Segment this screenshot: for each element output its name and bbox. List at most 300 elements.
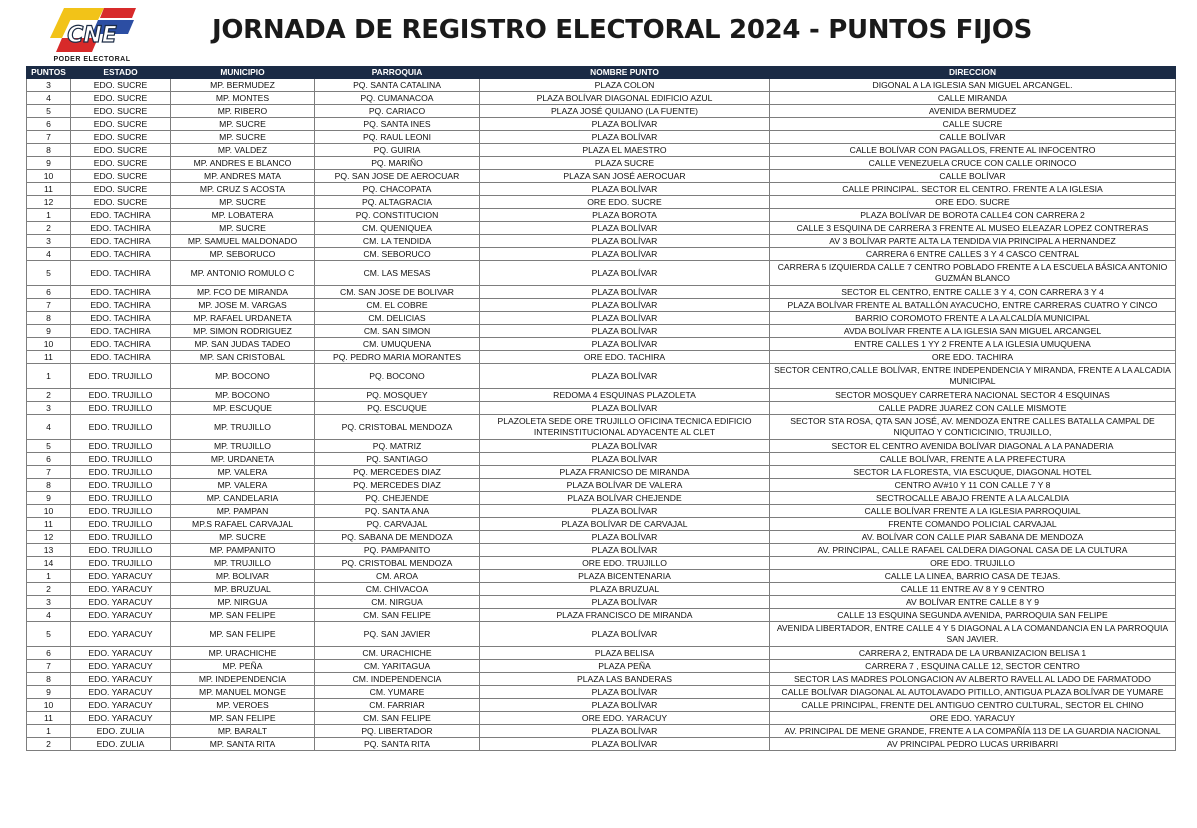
cell-municipio: MP. SAN FELIPE (171, 609, 315, 622)
cell-puntos: 7 (27, 660, 71, 673)
cell-direccion: CALLE BOLÍVAR (770, 170, 1176, 183)
cell-direccion: ORE EDO. TRUJILLO (770, 557, 1176, 570)
cell-estado: EDO. YARACUY (71, 596, 171, 609)
cell-estado: EDO. SUCRE (71, 196, 171, 209)
table-row (27, 622, 1176, 647)
page-header (0, 0, 1197, 65)
cell-puntos: 7 (27, 466, 71, 479)
cell-municipio: MP. PEÑA (171, 660, 315, 673)
cell-municipio: MP. CANDELARIA (171, 492, 315, 505)
svg-text:CNE: CNE (67, 23, 117, 48)
cell-nombre-punto: ORE EDO. YARACUY (480, 712, 770, 725)
column-header-estado: ESTADO (71, 67, 171, 79)
cell-parroquia: CM. SEBORUCO (315, 248, 480, 261)
cell-estado: EDO. YARACUY (71, 609, 171, 622)
cell-estado: EDO. SUCRE (71, 92, 171, 105)
cell-parroquia: CM. URACHICHE (315, 647, 480, 660)
cell-direccion: SECTROCALLE ABAJO FRENTE A LA ALCALDIA (770, 492, 1176, 505)
cell-direccion: CARRERA 7 , ESQUINA CALLE 12, SECTOR CENTRO (770, 660, 1176, 673)
cell-direccion: SECTOR LAS MADRES POLONGACION AV ALBERTO RAVELL AL LADO DE FARMATODO (770, 673, 1176, 686)
cell-municipio: MP. BRUZUAL (171, 583, 315, 596)
cell-puntos: 5 (27, 105, 71, 118)
table-row (27, 312, 1176, 325)
cell-nombre-punto: PLAZA BOLÍVAR (480, 402, 770, 415)
cell-parroquia: PQ. ESCUQUE (315, 402, 480, 415)
cell-nombre-punto: PLAZA FRANCISCO DE MIRANDA (480, 609, 770, 622)
cell-municipio: MP. ANTONIO ROMULO C (171, 261, 315, 286)
cell-nombre-punto: PLAZA BOLÍVAR (480, 312, 770, 325)
cell-nombre-punto: PLAZA JOSÉ QUIJANO (LA FUENTE) (480, 105, 770, 118)
cell-estado: EDO. TRUJILLO (71, 544, 171, 557)
cell-nombre-punto: PLAZA BOLÍVAR (480, 118, 770, 131)
cell-direccion: CALLE 3 ESQUINA DE CARRERA 3 FRENTE AL MUSEO ELEAZAR LOPEZ CONTRERAS (770, 222, 1176, 235)
cell-estado: EDO. ZULIA (71, 725, 171, 738)
table-row (27, 570, 1176, 583)
cell-nombre-punto: PLAZA BOLÍVAR (480, 364, 770, 389)
cell-puntos: 10 (27, 338, 71, 351)
cell-puntos: 4 (27, 92, 71, 105)
cell-municipio: MP. SANTA RITA (171, 738, 315, 751)
cell-puntos: 13 (27, 544, 71, 557)
cell-puntos: 2 (27, 583, 71, 596)
table-row (27, 144, 1176, 157)
cell-estado: EDO. TRUJILLO (71, 389, 171, 402)
cell-direccion: AVENIDA LIBERTADOR, ENTRE CALLE 4 Y 5 DIAGONAL A LA COMANDANCIA EN LA PARROQUIA SAN JAVIER. (770, 622, 1176, 647)
cell-municipio: MP. SEBORUCO (171, 248, 315, 261)
table-row (27, 338, 1176, 351)
cell-estado: EDO. SUCRE (71, 79, 171, 92)
table-row (27, 725, 1176, 738)
cell-nombre-punto: PLAZA BOLÍVAR (480, 338, 770, 351)
cell-nombre-punto: PLAZA BRUZUAL (480, 583, 770, 596)
cell-parroquia: PQ. CHACOPATA (315, 183, 480, 196)
cell-parroquia: PQ. SANTA CATALINA (315, 79, 480, 92)
cell-nombre-punto: PLAZA LAS BANDERAS (480, 673, 770, 686)
cell-nombre-punto: PLAZA BOLÍVAR (480, 248, 770, 261)
cell-puntos: 2 (27, 738, 71, 751)
table-row (27, 492, 1176, 505)
cell-nombre-punto: PLAZA BOLÍVAR (480, 505, 770, 518)
cell-municipio: MP. SAN FELIPE (171, 712, 315, 725)
cell-estado: EDO. TACHIRA (71, 312, 171, 325)
cell-direccion: CALLE PRINCIPAL, FRENTE DEL ANTIGUO CENTRO CULTURAL, SECTOR EL CHINO (770, 699, 1176, 712)
cell-puntos: 1 (27, 209, 71, 222)
cell-nombre-punto: PLAZA BOLÍVAR (480, 531, 770, 544)
table-row (27, 673, 1176, 686)
cell-puntos: 6 (27, 118, 71, 131)
cell-municipio: MP. ANDRES E BLANCO (171, 157, 315, 170)
cell-puntos: 7 (27, 131, 71, 144)
cell-puntos: 1 (27, 725, 71, 738)
table-row (27, 92, 1176, 105)
cell-nombre-punto: PLAZA BOLÍVAR (480, 131, 770, 144)
cell-estado: EDO. YARACUY (71, 673, 171, 686)
cell-puntos: 5 (27, 261, 71, 286)
table-row (27, 531, 1176, 544)
registration-points-table (26, 66, 1176, 751)
cell-estado: EDO. TACHIRA (71, 325, 171, 338)
cell-nombre-punto: ORE EDO. SUCRE (480, 196, 770, 209)
cell-parroquia: CM. AROA (315, 570, 480, 583)
cell-direccion: AV. PRINCIPAL DE MENE GRANDE, FRENTE A LA COMPAÑÍA 113 DE LA GUARDIA NACIONAL (770, 725, 1176, 738)
cell-municipio: MP. BERMUDEZ (171, 79, 315, 92)
cell-nombre-punto: PLAZA BOLÍVAR (480, 686, 770, 699)
cell-puntos: 10 (27, 505, 71, 518)
table-row (27, 183, 1176, 196)
cell-direccion: CALLE 11 ENTRE AV 8 Y 9 CENTRO (770, 583, 1176, 596)
cell-parroquia: PQ. SANTA INES (315, 118, 480, 131)
table-row (27, 440, 1176, 453)
cell-estado: EDO. SUCRE (71, 157, 171, 170)
cell-puntos: 2 (27, 222, 71, 235)
cell-parroquia: CM. QUENIQUEA (315, 222, 480, 235)
table-row (27, 364, 1176, 389)
cell-direccion: ORE EDO. SUCRE (770, 196, 1176, 209)
table-header-row (27, 67, 1176, 79)
table-row (27, 712, 1176, 725)
table-row (27, 170, 1176, 183)
cell-estado: EDO. TACHIRA (71, 235, 171, 248)
cell-direccion: CALLE MIRANDA (770, 92, 1176, 105)
cell-municipio: MP. JOSE M. VARGAS (171, 299, 315, 312)
cell-municipio: MP. SUCRE (171, 131, 315, 144)
column-header-nombre-punto: NOMBRE PUNTO (480, 67, 770, 79)
cell-nombre-punto: PLAZA SAN JOSÉ AEROCUAR (480, 170, 770, 183)
cell-puntos: 2 (27, 389, 71, 402)
cell-municipio: MP. NIRGUA (171, 596, 315, 609)
table-row (27, 222, 1176, 235)
cell-estado: EDO. YARACUY (71, 570, 171, 583)
cell-direccion: SECTOR EL CENTRO AVENIDA BOLÍVAR DIAGONAL A LA PANADERIA (770, 440, 1176, 453)
cell-puntos: 7 (27, 299, 71, 312)
table-row (27, 544, 1176, 557)
cell-puntos: 1 (27, 364, 71, 389)
table-row (27, 299, 1176, 312)
cell-direccion: CALLE BOLÍVAR, FRENTE A LA PREFECTURA (770, 453, 1176, 466)
cell-parroquia: PQ. SANTIAGO (315, 453, 480, 466)
cell-direccion: SECTOR CENTRO,CALLE BOLÍVAR, ENTRE INDEPENDENCIA Y MIRANDA, FRENTE A LA ALCADIA MUNICIPAL (770, 364, 1176, 389)
cell-parroquia: CM. SAN JOSE DE BOLIVAR (315, 286, 480, 299)
cell-direccion: CALLE BOLÍVAR DIAGONAL AL AUTOLAVADO PITILLO, ANTIGUA PLAZA BOLÍVAR DE YUMARE (770, 686, 1176, 699)
table-row (27, 505, 1176, 518)
table-row (27, 518, 1176, 531)
cell-nombre-punto: PLAZA BOLÍVAR (480, 261, 770, 286)
cell-municipio: MP. SUCRE (171, 196, 315, 209)
cell-parroquia: CM. YUMARE (315, 686, 480, 699)
cell-estado: EDO. SUCRE (71, 183, 171, 196)
cell-parroquia: PQ. SAN JAVIER (315, 622, 480, 647)
cell-estado: EDO. TRUJILLO (71, 440, 171, 453)
cell-direccion: CALLE SUCRE (770, 118, 1176, 131)
cell-parroquia: PQ. LIBERTADOR (315, 725, 480, 738)
cell-nombre-punto: PLAZA BELISA (480, 647, 770, 660)
table-row (27, 235, 1176, 248)
cell-parroquia: PQ. GUIRIA (315, 144, 480, 157)
cell-municipio: MP. VALDEZ (171, 144, 315, 157)
cell-puntos: 8 (27, 673, 71, 686)
cell-municipio: MP. BOCONO (171, 364, 315, 389)
cell-estado: EDO. YARACUY (71, 583, 171, 596)
cell-direccion: AVENIDA BERMUDEZ (770, 105, 1176, 118)
cell-municipio: MP. SAN FELIPE (171, 622, 315, 647)
table-row (27, 557, 1176, 570)
cell-estado: EDO. TRUJILLO (71, 402, 171, 415)
table-row (27, 596, 1176, 609)
cell-parroquia: CM. SAN FELIPE (315, 712, 480, 725)
cell-nombre-punto: PLAZA SUCRE (480, 157, 770, 170)
cell-estado: EDO. YARACUY (71, 660, 171, 673)
cell-municipio: MP. SUCRE (171, 118, 315, 131)
cell-direccion: AVDA BOLÍVAR FRENTE A LA IGLESIA SAN MIGUEL ARCANGEL (770, 325, 1176, 338)
cell-parroquia: PQ. CUMANACOA (315, 92, 480, 105)
cell-direccion: CALLE BOLÍVAR (770, 131, 1176, 144)
cell-estado: EDO. SUCRE (71, 144, 171, 157)
cell-municipio: MP. FCO DE MIRANDA (171, 286, 315, 299)
cell-puntos: 12 (27, 196, 71, 209)
column-header-municipio: MUNICIPIO (171, 67, 315, 79)
cell-parroquia: CM. EL COBRE (315, 299, 480, 312)
cell-direccion: DIGONAL A LA IGLESIA SAN MIGUEL ARCANGEL. (770, 79, 1176, 92)
cell-direccion: CALLE LA LINEA, BARRIO CASA DE TEJAS. (770, 570, 1176, 583)
cell-estado: EDO. YARACUY (71, 647, 171, 660)
cell-direccion: CARRERA 5 IZQUIERDA CALLE 7 CENTRO POBLADO FRENTE A LA ESCUELA BÁSICA ANTONIO GUZMÁN BLANCO (770, 261, 1176, 286)
cell-parroquia: PQ. PAMPANITO (315, 544, 480, 557)
cell-estado: EDO. TRUJILLO (71, 479, 171, 492)
cell-parroquia: PQ. SAN JOSE DE AEROCUAR (315, 170, 480, 183)
cell-nombre-punto: ORE EDO. TACHIRA (480, 351, 770, 364)
cell-parroquia: CM. FARRIAR (315, 699, 480, 712)
table-row (27, 583, 1176, 596)
page-title: JORNADA DE REGISTRO ELECTORAL 2024 - PUNTOS FIJOS (212, 15, 1033, 45)
cell-nombre-punto: PLAZA COLON (480, 79, 770, 92)
cell-nombre-punto: PLAZA FRANICSO DE MIRANDA (480, 466, 770, 479)
table-row (27, 157, 1176, 170)
cell-nombre-punto: PLAZA BOLÍVAR (480, 544, 770, 557)
cell-municipio: MP. URDANETA (171, 453, 315, 466)
cell-nombre-punto: PLAZA BOLÍVAR (480, 699, 770, 712)
cell-puntos: 11 (27, 183, 71, 196)
cell-direccion: SECTOR EL CENTRO, ENTRE CALLE 3 Y 4, CON CARRERA 3 Y 4 (770, 286, 1176, 299)
cell-direccion: CARRERA 6 ENTRE CALLES 3 Y 4 CASCO CENTRAL (770, 248, 1176, 261)
cne-logo (42, 4, 142, 64)
cell-puntos: 3 (27, 596, 71, 609)
cell-nombre-punto: PLAZA BOLÍVAR CHEJENDE (480, 492, 770, 505)
cell-puntos: 10 (27, 170, 71, 183)
cell-puntos: 8 (27, 312, 71, 325)
cell-direccion: CENTRO AV#10 Y 11 CON CALLE 7 Y 8 (770, 479, 1176, 492)
cell-nombre-punto: REDOMA 4 ESQUINAS PLAZOLETA (480, 389, 770, 402)
cell-parroquia: PQ. MARIÑO (315, 157, 480, 170)
cell-municipio: MP. SAMUEL MALDONADO (171, 235, 315, 248)
cell-municipio: MP. VALERA (171, 479, 315, 492)
cell-puntos: 4 (27, 609, 71, 622)
cell-direccion: CALLE 13 ESQUINA SEGUNDA AVENIDA, PARROQUIA SAN FELIPE (770, 609, 1176, 622)
cell-municipio: MP. ESCUQUE (171, 402, 315, 415)
cell-estado: EDO. TRUJILLO (71, 492, 171, 505)
cell-municipio: MP. BOLIVAR (171, 570, 315, 583)
cell-nombre-punto: PLAZA BOLÍVAR DE VALERA (480, 479, 770, 492)
cell-municipio: MP. PAMPANITO (171, 544, 315, 557)
cell-direccion: AV 3 BOLÍVAR PARTE ALTA LA TENDIDA VIA PRINCIPAL A HERNANDEZ (770, 235, 1176, 248)
cell-parroquia: CM. CHIVACOA (315, 583, 480, 596)
cell-estado: EDO. TACHIRA (71, 351, 171, 364)
cell-parroquia: PQ. CARVAJAL (315, 518, 480, 531)
cell-nombre-punto: PLAZA EL MAESTRO (480, 144, 770, 157)
cell-parroquia: PQ. MERCEDES DIAZ (315, 466, 480, 479)
cell-municipio: MP. SIMON RODRIGUEZ (171, 325, 315, 338)
cell-direccion: SECTOR MOSQUEY CARRETERA NACIONAL SECTOR 4 ESQUINAS (770, 389, 1176, 402)
table-row (27, 196, 1176, 209)
cell-municipio: MP. MONTES (171, 92, 315, 105)
cell-parroquia: PQ. SANTA ANA (315, 505, 480, 518)
cell-puntos: 3 (27, 402, 71, 415)
cell-direccion: CALLE BOLÍVAR FRENTE A LA IGLESIA PARROQUIAL (770, 505, 1176, 518)
cell-direccion: ORE EDO. TACHIRA (770, 351, 1176, 364)
cell-parroquia: PQ. CONSTITUCION (315, 209, 480, 222)
cell-nombre-punto: PLAZA PEÑA (480, 660, 770, 673)
table-row (27, 248, 1176, 261)
cell-parroquia: PQ. CRISTOBAL MENDOZA (315, 557, 480, 570)
cell-puntos: 8 (27, 479, 71, 492)
cell-estado: EDO. TRUJILLO (71, 557, 171, 570)
cell-parroquia: CM. NIRGUA (315, 596, 480, 609)
cell-nombre-punto: ORE EDO. TRUJILLO (480, 557, 770, 570)
cell-direccion: PLAZA BOLÍVAR FRENTE AL BATALLÓN AYACUCHO, ENTRE CARRERAS CUATRO Y CINCO (770, 299, 1176, 312)
cell-parroquia: PQ. RAUL LEONI (315, 131, 480, 144)
cell-puntos: 9 (27, 492, 71, 505)
cell-direccion: CALLE PRINCIPAL. SECTOR EL CENTRO. FRENTE A LA IGLESIA (770, 183, 1176, 196)
cell-estado: EDO. TACHIRA (71, 248, 171, 261)
cell-municipio: MP.S RAFAEL CARVAJAL (171, 518, 315, 531)
table-body (27, 79, 1176, 751)
cell-puntos: 4 (27, 248, 71, 261)
cell-municipio: MP. SUCRE (171, 531, 315, 544)
table-row (27, 261, 1176, 286)
cell-estado: EDO. SUCRE (71, 170, 171, 183)
cell-parroquia: PQ. CARIACO (315, 105, 480, 118)
cell-municipio: MP. MANUEL MONGE (171, 686, 315, 699)
cell-puntos: 11 (27, 712, 71, 725)
cell-estado: EDO. YARACUY (71, 686, 171, 699)
cell-nombre-punto: PLAZOLETA SEDE ORE TRUJILLO OFICINA TECNICA EDIFICIO INTERINSTITUCIONAL ADYACENTE AL CLET (480, 415, 770, 440)
cell-municipio: MP. TRUJILLO (171, 440, 315, 453)
table-row (27, 686, 1176, 699)
cell-puntos: 14 (27, 557, 71, 570)
cell-nombre-punto: PLAZA BOLÍVAR (480, 440, 770, 453)
column-header-direccion: DIRECCION (770, 67, 1176, 79)
cell-nombre-punto: PLAZA BOLÍVAR (480, 286, 770, 299)
cell-puntos: 11 (27, 351, 71, 364)
cell-nombre-punto: PLAZA BOLÍVAR (480, 299, 770, 312)
cell-municipio: MP. VEROES (171, 699, 315, 712)
cell-nombre-punto: PLAZA BOLÍVAR DE CARVAJAL (480, 518, 770, 531)
cell-nombre-punto: PLAZA BOLÍVAR (480, 183, 770, 196)
cell-municipio: MP. ANDRES MATA (171, 170, 315, 183)
cell-nombre-punto: PLAZA BOROTA (480, 209, 770, 222)
cell-municipio: MP. TRUJILLO (171, 557, 315, 570)
table-row (27, 286, 1176, 299)
cell-parroquia: PQ. PEDRO MARIA MORANTES (315, 351, 480, 364)
cell-direccion: CALLE VENEZUELA CRUCE CON CALLE ORINOCO (770, 157, 1176, 170)
cell-parroquia: PQ. MERCEDES DIAZ (315, 479, 480, 492)
cell-nombre-punto: PLAZA BICENTENARIA (480, 570, 770, 583)
table-row (27, 609, 1176, 622)
column-header-puntos: PUNTOS (27, 67, 71, 79)
cell-parroquia: PQ. CHEJENDE (315, 492, 480, 505)
cell-parroquia: CM. DELICIAS (315, 312, 480, 325)
cell-estado: EDO. TACHIRA (71, 209, 171, 222)
cell-direccion: FRENTE COMANDO POLICIAL CARVAJAL (770, 518, 1176, 531)
cell-municipio: MP. LOBATERA (171, 209, 315, 222)
cell-direccion: CARRERA 2, ENTRADA DE LA URBANIZACION BELISA 1 (770, 647, 1176, 660)
table-row (27, 415, 1176, 440)
table-row (27, 79, 1176, 92)
table-row (27, 389, 1176, 402)
cell-estado: EDO. TRUJILLO (71, 453, 171, 466)
table-row (27, 131, 1176, 144)
cell-puntos: 11 (27, 518, 71, 531)
cell-direccion: AV BOLÍVAR ENTRE CALLE 8 Y 9 (770, 596, 1176, 609)
cell-municipio: MP. SAN CRISTOBAL (171, 351, 315, 364)
cell-municipio: MP. BOCONO (171, 389, 315, 402)
cell-estado: EDO. TRUJILLO (71, 364, 171, 389)
cell-direccion: SECTOR STA ROSA, QTA SAN JOSÉ, AV. MENDOZA ENTRE CALLES BATALLA CAMPAL DE NIQUITAO Y CONTICICINIO, TRUJILLO, (770, 415, 1176, 440)
cell-estado: EDO. TRUJILLO (71, 505, 171, 518)
cell-municipio: MP. INDEPENDENCIA (171, 673, 315, 686)
table-row (27, 402, 1176, 415)
cell-puntos: 9 (27, 686, 71, 699)
cell-puntos: 6 (27, 453, 71, 466)
table-row (27, 351, 1176, 364)
table-row (27, 660, 1176, 673)
column-header-parroquia: PARROQUIA (315, 67, 480, 79)
cell-direccion: AV PRINCIPAL PEDRO LUCAS URRIBARRI (770, 738, 1176, 751)
cell-nombre-punto: PLAZA BOLÍVAR (480, 622, 770, 647)
cell-municipio: MP. RIBERO (171, 105, 315, 118)
cell-parroquia: PQ. ALTAGRACIA (315, 196, 480, 209)
table-row (27, 466, 1176, 479)
cell-estado: EDO. TRUJILLO (71, 531, 171, 544)
cell-puntos: 10 (27, 699, 71, 712)
cell-nombre-punto: PLAZA BOLÍVAR (480, 325, 770, 338)
cell-parroquia: PQ. SANTA RITA (315, 738, 480, 751)
cell-estado: EDO. YARACUY (71, 699, 171, 712)
cell-estado: EDO. TACHIRA (71, 222, 171, 235)
cell-estado: EDO. TRUJILLO (71, 518, 171, 531)
cell-direccion: PLAZA BOLÍVAR DE BOROTA CALLE4 CON CARRERA 2 (770, 209, 1176, 222)
cell-parroquia: PQ. MOSQUEY (315, 389, 480, 402)
cell-nombre-punto: PLAZA BOLÍVAR DIAGONAL EDIFICIO AZUL (480, 92, 770, 105)
cell-municipio: MP. URACHICHE (171, 647, 315, 660)
cell-puntos: 6 (27, 286, 71, 299)
cell-direccion: AV. BOLÍVAR CON CALLE PIAR SABANA DE MENDOZA (770, 531, 1176, 544)
cell-estado: EDO. YARACUY (71, 622, 171, 647)
cell-municipio: MP. CRUZ S ACOSTA (171, 183, 315, 196)
cell-parroquia: CM. UMUQUENA (315, 338, 480, 351)
cell-direccion: CALLE BOLÍVAR CON PAGALLOS, FRENTE AL INFOCENTRO (770, 144, 1176, 157)
cell-municipio: MP. BARALT (171, 725, 315, 738)
table-row (27, 453, 1176, 466)
cell-puntos: 1 (27, 570, 71, 583)
cell-estado: EDO. TRUJILLO (71, 415, 171, 440)
cell-nombre-punto: PLAZA BOLÍVAR (480, 235, 770, 248)
cell-parroquia: PQ. CRISTOBAL MENDOZA (315, 415, 480, 440)
cell-puntos: 5 (27, 622, 71, 647)
cell-estado: EDO. SUCRE (71, 131, 171, 144)
cell-nombre-punto: PLAZA BOLÍVAR (480, 222, 770, 235)
cell-direccion: BARRIO COROMOTO FRENTE A LA ALCALDÍA MUNICIPAL (770, 312, 1176, 325)
cell-parroquia: CM. LA TENDIDA (315, 235, 480, 248)
